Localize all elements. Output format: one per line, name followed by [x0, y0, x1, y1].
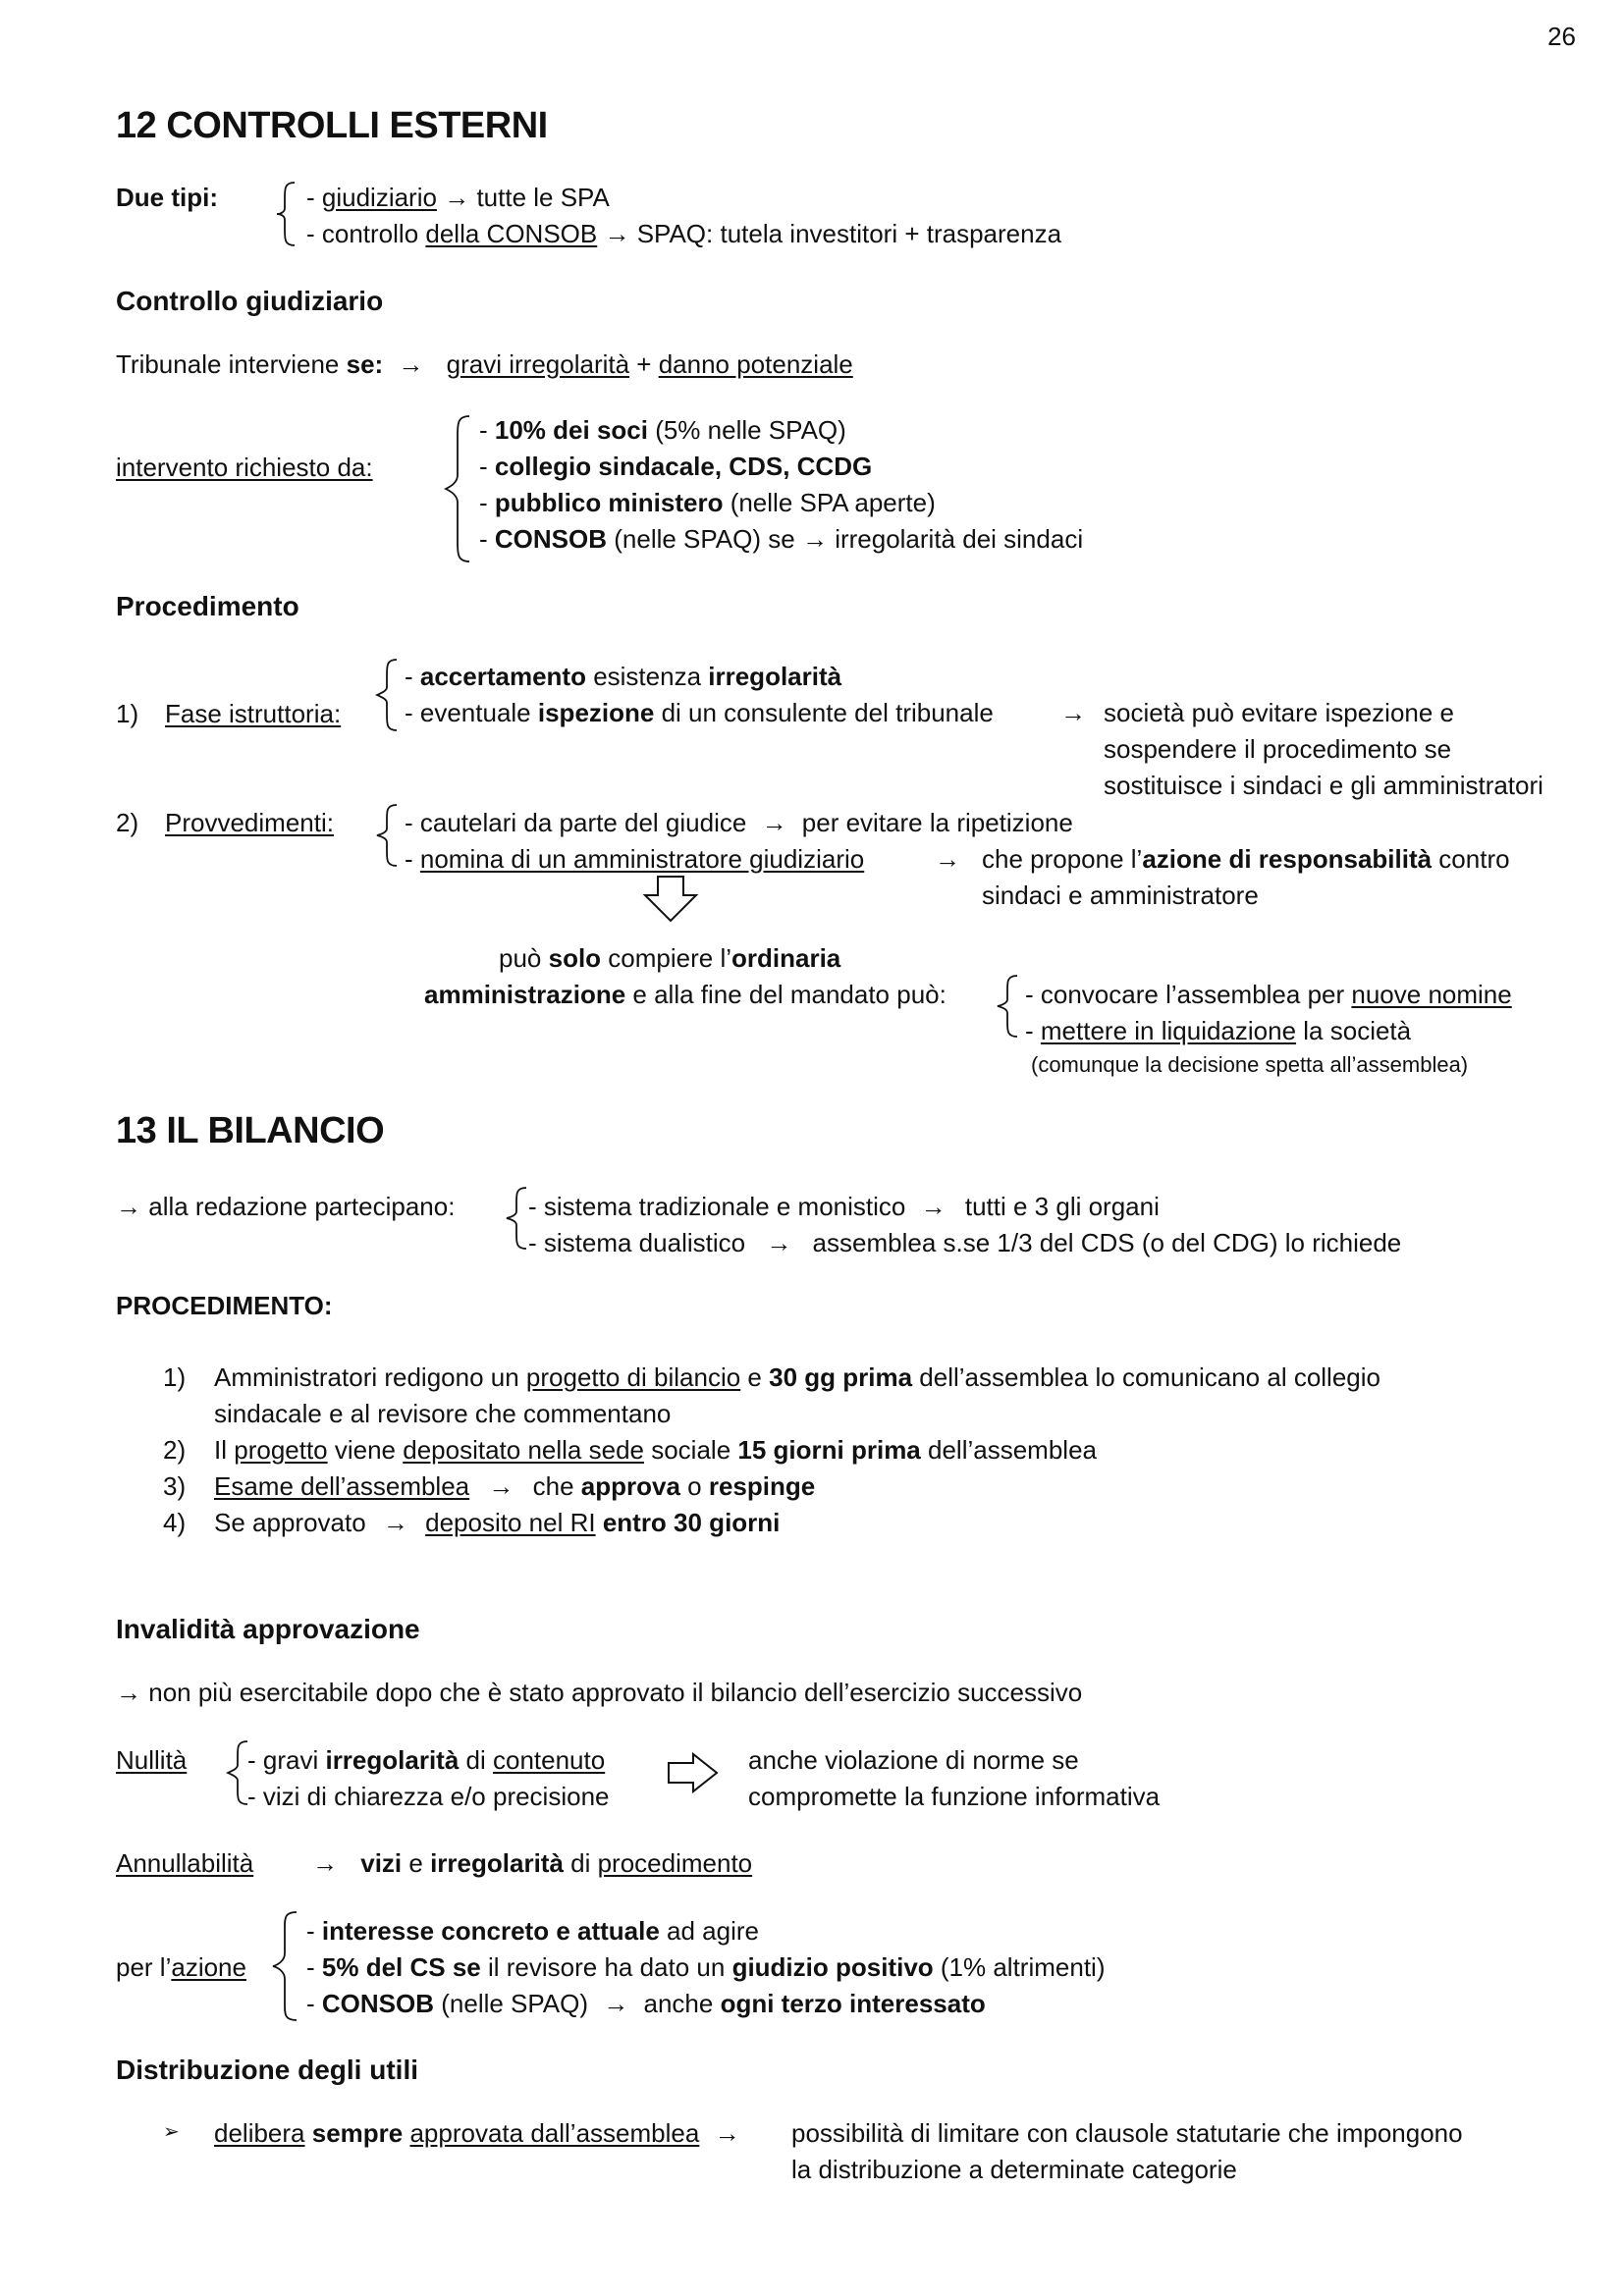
potere-line1: può solo compiere l’ordinaria — [499, 943, 841, 973]
redazione-line: → alla redazione partecipano: — [116, 1192, 456, 1221]
step-1-cont: sindacale e al revisore che commentano — [214, 1399, 672, 1428]
opt-note: (comunque la decisione spetta all’assemblea) — [1031, 1052, 1469, 1077]
due-tipi-line1: - giudiziario → tutte le SPA — [306, 183, 610, 212]
annullabilita-label: Annullabilità — [116, 1848, 254, 1878]
invalidita-note: → non più esercitabile dopo che è stato approvato il bilancio dell’esercizio successivo — [116, 1678, 1083, 1707]
section-title-13: 13 IL BILANCIO — [116, 1110, 385, 1151]
arrow-icon: → — [801, 524, 828, 554]
due-tipi-label: Due tipi: — [116, 183, 218, 212]
fase1-note-1: società può evitare ispezione e — [1104, 698, 1455, 727]
procedimento-upper-title: PROCEDIMENTO: — [116, 1291, 333, 1320]
controllo-giudiziario-title: Controllo giudiziario — [116, 286, 384, 316]
azione-line1: - interesse concreto e attuale ad agire — [306, 1916, 759, 1946]
arrow-icon: → — [766, 1228, 792, 1257]
fase2-num: 2) — [116, 808, 139, 837]
brace — [267, 1908, 306, 2024]
fase1-line2: - eventuale ispezione di un consulente del tribunale — [405, 698, 994, 727]
arrow-icon: → — [920, 1192, 947, 1221]
potere-line2: amministrazione e alla fine del mandato può: — [424, 980, 947, 1009]
fase2-note-2: sindaci e amministratore — [982, 881, 1259, 910]
fase2-line1: - cautelari da parte del giudice → per evitare la ripetizione — [405, 808, 1073, 837]
due-tipi-line2: - controllo della CONSOB → SPAQ: tutela investitori + trasparenza — [306, 219, 1062, 248]
step-2-num: 2) — [163, 1435, 187, 1465]
arrow-icon: → — [116, 1192, 141, 1221]
arrow-icon: → — [116, 1678, 141, 1707]
azione-label: per l’azione — [116, 1952, 246, 1982]
nullita-result-1: anche violazione di norme se — [748, 1745, 1079, 1775]
azione-line3: - CONSOB (nelle SPAQ) → anche ogni terzo interessato — [306, 1989, 986, 2018]
step-1: Amministratori redigono un progetto di bilancio e 30 gg prima dell’assemblea lo comunicano al collegio — [214, 1362, 1380, 1392]
redazione-line1: - sistema tradizionale e monistico → tutti e 3 gli organi — [528, 1192, 1160, 1221]
fase1-line1: - accertamento esistenza irregolarità — [405, 662, 842, 691]
bullet-icon: ➢ — [163, 2121, 180, 2143]
invalidita-title: Invalidità approvazione — [116, 1614, 420, 1644]
step-4-num: 4) — [163, 1508, 187, 1537]
distribuzione-line: delibera sempre approvata dall’assemblea → — [214, 2118, 740, 2148]
arrow-icon: → — [444, 183, 470, 212]
step-4: Se approvato → deposito nel RI entro 30 giorni — [214, 1508, 781, 1537]
step-3-num: 3) — [163, 1471, 187, 1501]
arrow-icon: → — [488, 1471, 514, 1501]
richiesto-item-1: - 10% dei soci (5% nelle SPAQ) — [479, 415, 846, 445]
section-title-12: 12 CONTROLLI ESTERNI — [116, 105, 548, 146]
opt-line2: - mettere in liquidazione la società — [1025, 1016, 1412, 1045]
fase2-line2: - nomina di un amministratore giudiziario — [405, 844, 865, 874]
distribuzione-result-2: la distribuzione a determinate categorie — [791, 2155, 1237, 2184]
richiesto-item-2: - collegio sindacale, CDS, CCDG — [479, 452, 873, 481]
fase2-note-1: che propone l’azione di responsabilità contro — [982, 844, 1510, 874]
redazione-line2: - sistema dualistico → assemblea s.se 1/3 del CDS (o del CDG) lo richiede — [528, 1228, 1402, 1257]
fase1-note-2: sospendere il procedimento se — [1104, 734, 1452, 764]
procedimento-title: Procedimento — [116, 591, 299, 621]
opt-line1: - convocare l’assemblea per nuove nomine — [1025, 980, 1512, 1009]
fase1-num: 1) — [116, 699, 139, 728]
brace — [373, 801, 405, 870]
arrow-icon: → — [761, 808, 787, 837]
page-number: 26 — [1547, 22, 1576, 51]
arrow-icon: → — [603, 1989, 629, 2018]
distribuzione-title: Distribuzione degli utili — [116, 2055, 418, 2085]
fase2-label: Provvedimenti: — [165, 808, 334, 837]
step-2: Il progetto viene depositato nella sede sociale 15 giorni prima dell’assemblea — [214, 1435, 1097, 1465]
distribuzione-result-1: possibilità di limitare con clausole statutarie che impongono — [791, 2118, 1463, 2148]
arrow-icon: → — [935, 844, 960, 874]
down-arrow-icon — [642, 874, 699, 925]
arrow-icon: → — [312, 1848, 338, 1878]
annullabilita-line: → vizi e irregolarità di procedimento — [312, 1848, 753, 1878]
brace — [273, 179, 302, 249]
arrow-icon: → — [398, 349, 424, 379]
nullita-result-2: compromette la funzione informativa — [748, 1782, 1161, 1811]
azione-line2: - 5% del CS se il revisore ha dato un giudizio positivo (1% altrimenti) — [306, 1952, 1106, 1982]
brace — [992, 972, 1025, 1041]
nullita-line2: - vizi di chiarezza e/o precisione — [247, 1782, 610, 1811]
arrow-icon: → — [604, 219, 630, 248]
right-arrow-icon — [666, 1751, 721, 1794]
nullita-line1: - gravi irregolarità di contenuto — [247, 1745, 606, 1775]
fase1-label: Fase istruttoria: — [165, 699, 342, 728]
arrow-icon: → — [714, 2118, 740, 2148]
arrow-icon: → — [382, 1508, 408, 1537]
brace — [371, 656, 405, 734]
arrow-icon: → — [1060, 698, 1086, 727]
richiesto-item-4: - CONSOB (nelle SPAQ) se → irregolarità dei sindaci — [479, 524, 1084, 554]
tribunale-line: Tribunale interviene se: → gravi irregolarità + danno potenziale — [116, 349, 853, 379]
step-1-num: 1) — [163, 1362, 187, 1392]
brace — [440, 412, 479, 565]
intervento-richiesto-label: intervento richiesto da: — [116, 453, 373, 482]
step-3: Esame dell’assemblea → che approva o respinge — [214, 1471, 816, 1501]
fase1-note-3: sostituisce i sindaci e gli amministratori — [1104, 771, 1543, 800]
richiesto-item-3: - pubblico ministero (nelle SPA aperte) — [479, 488, 936, 517]
nullita-label: Nullità — [116, 1745, 188, 1775]
